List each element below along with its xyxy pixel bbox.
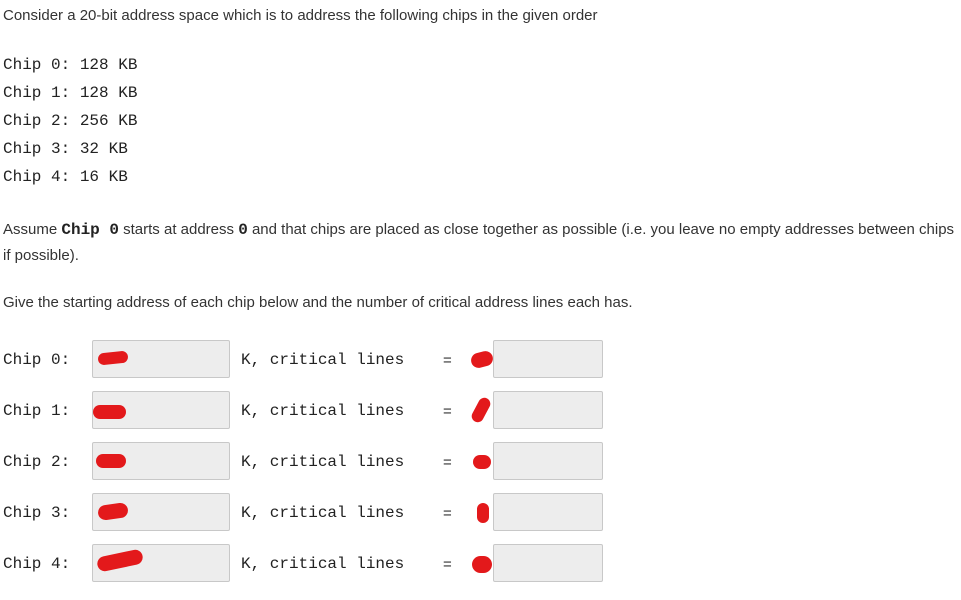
equals-sign: = bbox=[443, 505, 452, 522]
critical-lines-input[interactable] bbox=[493, 544, 603, 582]
assumption-pre: Assume bbox=[3, 221, 62, 238]
redaction-mark bbox=[470, 396, 493, 425]
chip-size-item: Chip 4: 16 KB bbox=[3, 168, 128, 186]
chip-size-list bbox=[3, 54, 137, 194]
equals-sign: = bbox=[443, 352, 452, 369]
redaction-mark bbox=[473, 455, 491, 469]
equals-sign: = bbox=[443, 556, 452, 573]
equals-sign: = bbox=[443, 403, 452, 420]
units-text: K, critical lines bbox=[241, 555, 405, 573]
row-label: Chip 2: bbox=[3, 453, 71, 471]
units-text: K, critical lines bbox=[241, 402, 405, 420]
answer-row-chip-1 bbox=[3, 391, 958, 431]
redaction-mark bbox=[93, 405, 126, 419]
row-label: Chip 4: bbox=[3, 555, 71, 573]
assumption-text bbox=[3, 217, 958, 269]
redaction-mark bbox=[477, 503, 489, 523]
redaction-mark bbox=[96, 454, 126, 468]
assumption-post: and that chips are placed as close together as possible (i.e. you leave no empty addresses between chips if possible). bbox=[3, 221, 955, 264]
assumption-code-zero: 0 bbox=[238, 221, 248, 239]
chip-size-item: Chip 3: 32 KB bbox=[3, 140, 128, 158]
row-label: Chip 0: bbox=[3, 351, 71, 369]
redaction-mark bbox=[472, 556, 492, 573]
units-text: K, critical lines bbox=[241, 453, 405, 471]
redaction-mark bbox=[469, 349, 494, 369]
question-intro: Consider a 20-bit address space which is to address the following chips in the given order bbox=[3, 7, 598, 24]
critical-lines-input[interactable] bbox=[493, 391, 603, 429]
critical-lines-input[interactable] bbox=[493, 442, 603, 480]
units-text: K, critical lines bbox=[241, 504, 405, 522]
assumption-mid: starts at address bbox=[118, 221, 239, 238]
row-label: Chip 3: bbox=[3, 504, 71, 522]
assumption-code-chip: Chip 0 bbox=[61, 221, 119, 239]
critical-lines-input[interactable] bbox=[493, 493, 603, 531]
answer-row-chip-0 bbox=[3, 340, 958, 380]
row-label: Chip 1: bbox=[3, 402, 71, 420]
units-text: K, critical lines bbox=[241, 351, 405, 369]
critical-lines-input[interactable] bbox=[493, 340, 603, 378]
answer-row-chip-3 bbox=[3, 493, 958, 533]
answer-row-chip-2 bbox=[3, 442, 958, 482]
chip-size-item: Chip 0: 128 KB bbox=[3, 56, 138, 74]
equals-sign: = bbox=[443, 454, 452, 471]
chip-size-item: Chip 2: 256 KB bbox=[3, 112, 138, 130]
answer-row-chip-4 bbox=[3, 544, 958, 584]
instruction-text: Give the starting address of each chip below and the number of critical address lines each has. bbox=[3, 294, 633, 311]
chip-size-item: Chip 1: 128 KB bbox=[3, 84, 138, 102]
